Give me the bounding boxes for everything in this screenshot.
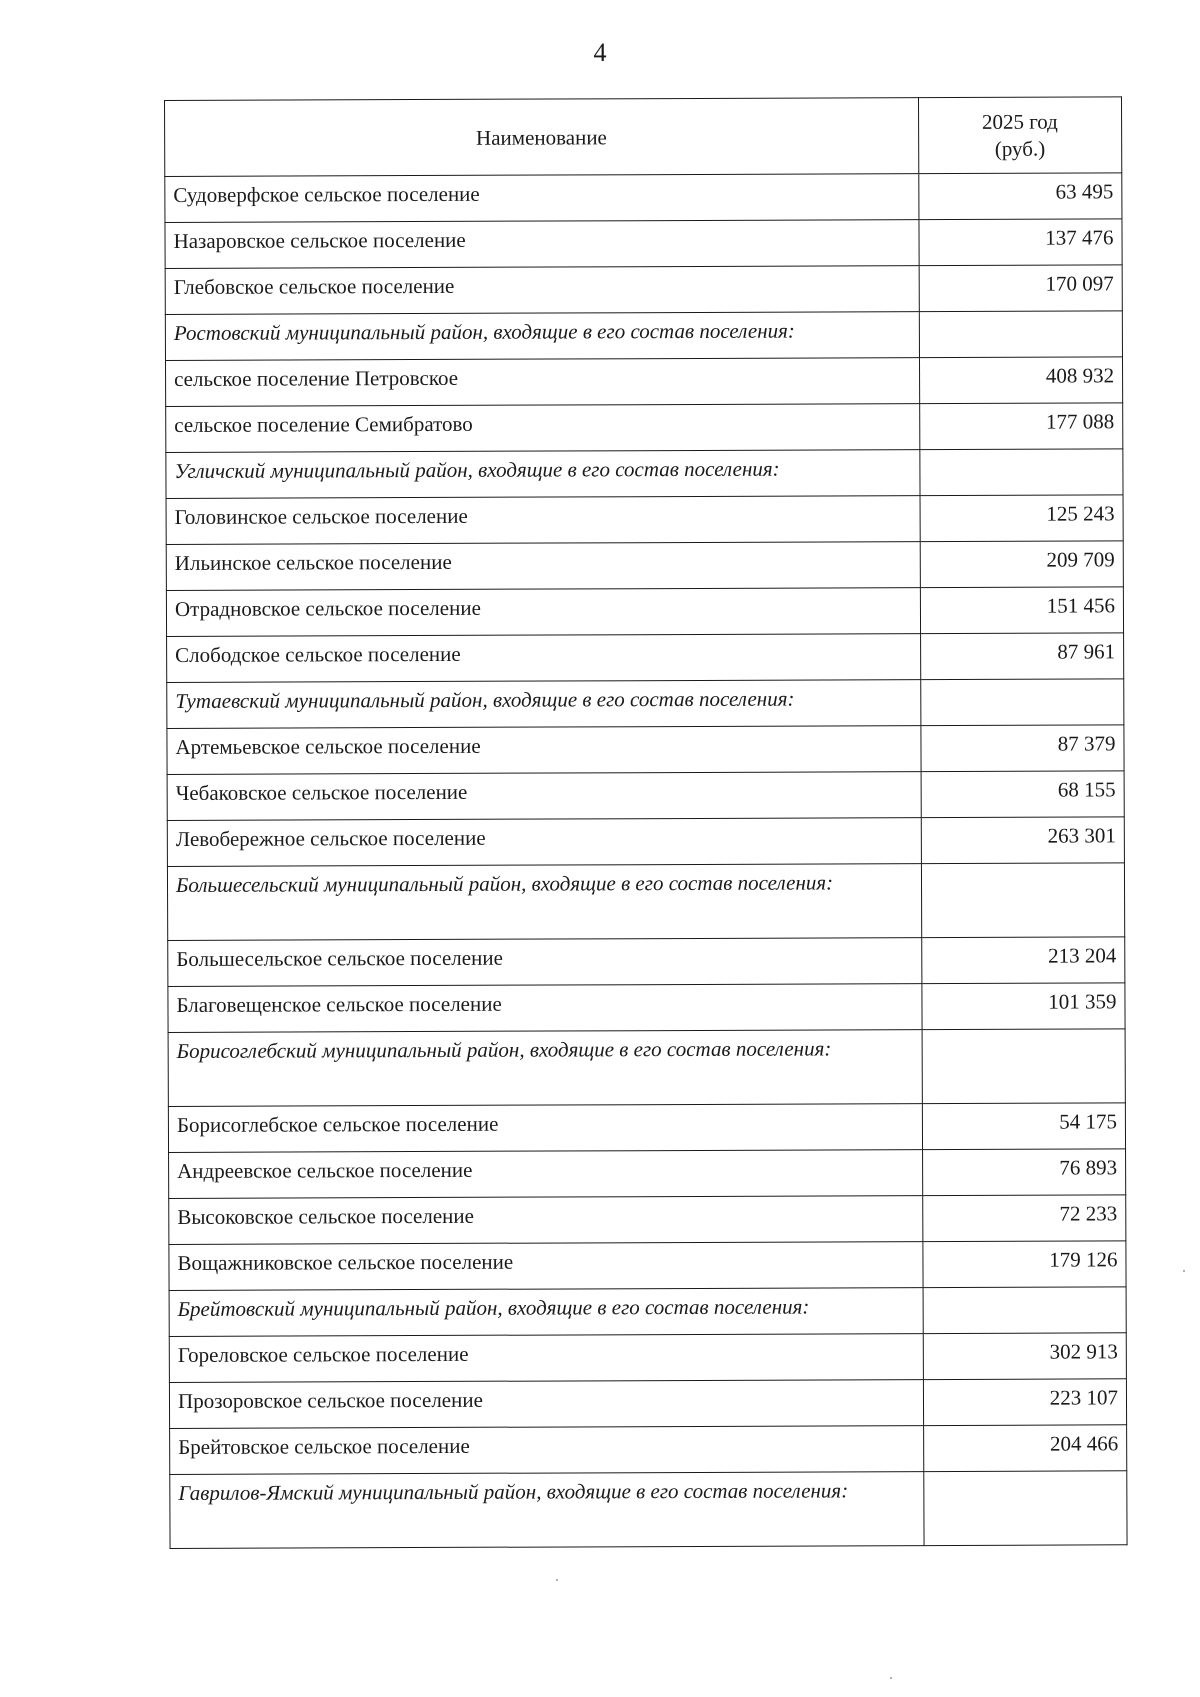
settlement-row <box>170 1425 1127 1475</box>
settlement-row <box>167 817 1124 867</box>
amount-cell: 68 155 <box>921 771 1125 818</box>
district-name: Ростовский муниципальный район, входящие в его состав поселения: <box>165 312 919 361</box>
settlement-row <box>169 1333 1126 1383</box>
settlement-row <box>169 1379 1126 1429</box>
district-row <box>168 1029 1125 1107</box>
settlement-row <box>166 587 1123 637</box>
amount-cell: 209 709 <box>920 541 1124 588</box>
settlement-row <box>165 265 1122 315</box>
settlement-row <box>169 1149 1126 1199</box>
amount-cell: 63 495 <box>918 173 1122 220</box>
settlement-name: Борисоглебское сельское поселение <box>168 1104 922 1153</box>
settlement-row <box>166 403 1123 453</box>
amount-cell: 151 456 <box>920 587 1124 634</box>
settlement-row <box>166 357 1123 407</box>
amount-cell: 223 107 <box>923 1379 1127 1426</box>
settlement-name: Большесельское сельское поселение <box>168 938 922 987</box>
amount-cell: 87 379 <box>921 725 1125 772</box>
settlement-row <box>166 495 1123 545</box>
district-row <box>169 1287 1126 1337</box>
scan-speck <box>890 1677 892 1679</box>
header-year <box>918 97 1122 174</box>
amount-cell <box>923 1287 1127 1334</box>
settlement-row <box>166 541 1123 591</box>
settlement-name: сельское поселение Петровское <box>166 358 920 407</box>
district-row <box>167 863 1124 941</box>
district-row <box>165 311 1122 361</box>
settlement-name: Назаровское сельское поселение <box>165 220 919 269</box>
settlement-name: Вощажниковское сельское поселение <box>169 1242 923 1291</box>
settlement-name: Отрадновское сельское поселение <box>166 588 920 637</box>
amount-cell <box>922 1029 1126 1104</box>
district-name: Гаврилов-Ямский муниципальный район, входящие в его состав поселения: <box>170 1472 924 1549</box>
district-name: Большесельский муниципальный район, входящие в его состав поселения: <box>167 864 921 941</box>
scan-speck <box>556 1579 558 1581</box>
amount-cell: 204 466 <box>923 1425 1127 1472</box>
district-name: Брейтовский муниципальный район, входящие в его состав поселения: <box>169 1288 923 1337</box>
settlement-name: Слободское сельское поселение <box>167 634 921 683</box>
settlement-row <box>168 983 1125 1033</box>
amount-cell <box>919 311 1123 358</box>
table-body <box>165 97 1128 1549</box>
amount-cell: 213 204 <box>921 937 1125 984</box>
amount-cell: 170 097 <box>919 265 1123 312</box>
amount-cell: 177 088 <box>919 403 1123 450</box>
settlement-name: Гореловское сельское поселение <box>169 1334 923 1383</box>
settlement-name: Головинское сельское поселение <box>166 496 920 545</box>
header-name: Наименование <box>165 98 919 177</box>
amount-cell <box>919 449 1123 496</box>
amount-cell: 125 243 <box>920 495 1124 542</box>
settlement-row <box>167 633 1124 683</box>
settlement-row <box>167 725 1124 775</box>
amount-cell: 76 893 <box>922 1149 1126 1196</box>
header-unit-label: (руб.) <box>994 136 1046 161</box>
settlement-name: Благовещенское сельское поселение <box>168 984 922 1033</box>
district-row <box>167 679 1124 729</box>
scan-speck <box>1183 1270 1185 1272</box>
amount-cell: 87 961 <box>920 633 1124 680</box>
settlement-name: Глебовское сельское поселение <box>165 266 919 315</box>
table-header-row <box>165 97 1122 177</box>
settlement-row <box>167 771 1124 821</box>
settlement-row <box>168 1103 1125 1153</box>
amount-cell <box>920 679 1124 726</box>
settlement-name: Левобережное сельское поселение <box>167 818 921 867</box>
settlement-name: Андреевское сельское поселение <box>169 1150 923 1199</box>
amount-cell: 302 913 <box>923 1333 1127 1380</box>
header-year-label: 2025 год <box>981 109 1058 134</box>
settlement-row <box>165 173 1122 223</box>
settlement-row <box>169 1195 1126 1245</box>
district-row <box>170 1471 1127 1549</box>
settlement-row <box>165 219 1122 269</box>
settlement-row <box>168 937 1125 987</box>
district-name: Тутаевский муниципальный район, входящие в его состав поселения: <box>167 680 921 729</box>
settlement-row <box>169 1241 1126 1291</box>
settlement-name: сельское поселение Семибратово <box>166 404 920 453</box>
district-row <box>166 449 1123 499</box>
settlement-name: Прозоровское сельское поселение <box>169 1380 923 1429</box>
district-name: Борисоглебский муниципальный район, входящие в его состав поселения: <box>168 1030 922 1107</box>
budget-table <box>164 96 1128 1549</box>
amount-cell: 72 233 <box>922 1195 1126 1242</box>
amount-cell <box>921 863 1125 938</box>
settlement-name: Ильинское сельское поселение <box>166 542 920 591</box>
amount-cell: 408 932 <box>919 357 1123 404</box>
district-name: Угличский муниципальный район, входящие в его состав поселения: <box>166 450 920 499</box>
amount-cell: 54 175 <box>922 1103 1126 1150</box>
settlement-name: Судоверфское сельское поселение <box>165 174 919 223</box>
page-number: 4 <box>593 38 607 67</box>
amount-cell: 263 301 <box>921 817 1125 864</box>
settlement-name: Артемьевское сельское поселение <box>167 726 921 775</box>
amount-cell: 179 126 <box>922 1241 1126 1288</box>
amount-cell <box>923 1471 1127 1546</box>
settlement-name: Брейтовское сельское поселение <box>170 1426 924 1475</box>
settlement-name: Высоковское сельское поселение <box>169 1196 923 1245</box>
amount-cell: 101 359 <box>921 983 1125 1030</box>
settlement-name: Чебаковское сельское поселение <box>167 772 921 821</box>
amount-cell: 137 476 <box>919 219 1123 266</box>
